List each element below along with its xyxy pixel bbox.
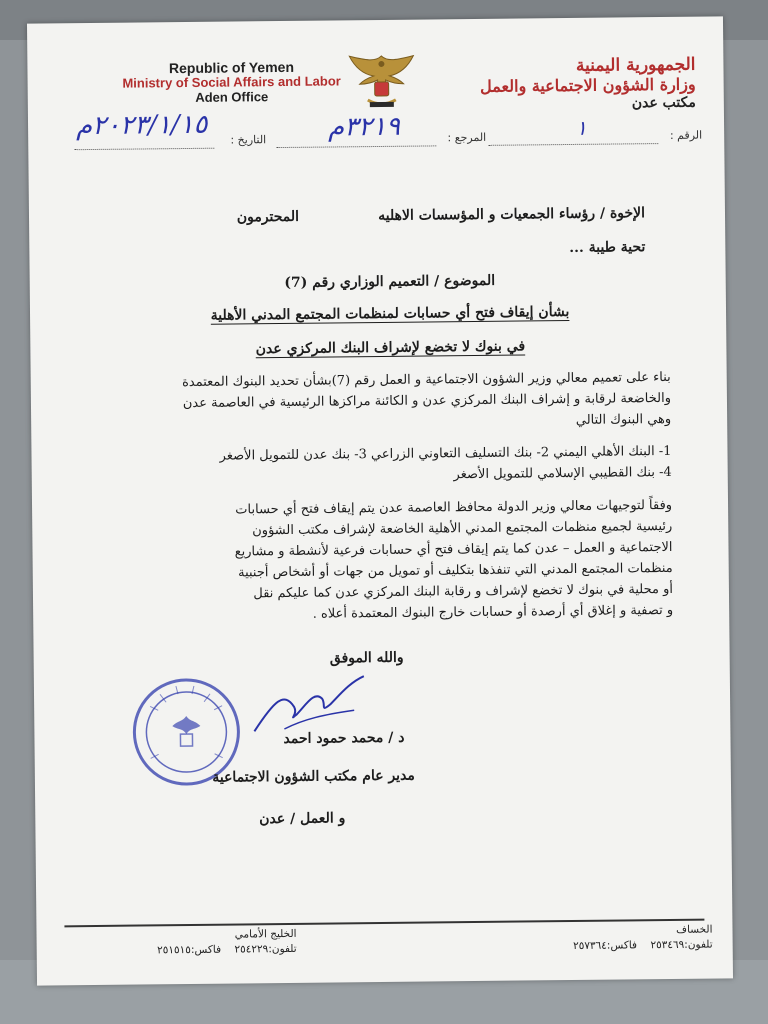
- date-value: ٢٠٢٣/١/١٥م: [75, 109, 208, 142]
- banks-list: [71, 441, 671, 489]
- eagle-emblem-icon: [345, 50, 418, 117]
- country-ar: الجمهورية اليمنية: [575, 54, 696, 76]
- footer-left-phone: تلفون:٢٥٤٢٢٩: [234, 943, 297, 956]
- number-label: الرقم :: [669, 128, 703, 142]
- office-ar: مكتب عدن: [631, 94, 696, 111]
- banks-line: 4- بنك القطيبي الإسلامي للتمويل الأصغر: [453, 464, 672, 483]
- paragraph-1-line: والخاضعة لرقابة و إشراف البنك المركزي عدن و الكائنة مراكزها الرئيسية في العاصمة عدن: [182, 390, 672, 412]
- paragraph-2-line: منظمات المجتمع المدني التي تنفذها بتكليف أو تمويل من جهات أو أشخاص أجنبية: [237, 561, 673, 581]
- paragraph-2-line: الاجتماعية و العمل – عدن كما يتم إيقاف فتح أي حسابات فرعية لأنشطة و مشاريع: [234, 540, 673, 560]
- ministry-ar: وزارة الشؤون الاجتماعية والعمل: [480, 75, 696, 97]
- footer-left-address: [76, 927, 296, 960]
- date-field-line: [74, 147, 214, 150]
- footer-right-place: الخساف: [676, 923, 713, 936]
- reference-field-line: [276, 144, 436, 148]
- paragraph-1: [71, 367, 672, 436]
- footer-left-place: الخليج الأمامي: [234, 927, 297, 941]
- paragraph-2-line: أو محلية في بنوك لا تخضع لإشراف و رقابة البنك المركزي عدن كما عليكم نقل: [253, 582, 674, 602]
- subject-line-3: في بنوك لا تخضع لإشراف البنك المركزي عدن: [255, 338, 526, 358]
- paragraph-1-line: وهي البنوك التالي: [575, 412, 672, 429]
- greeting: تحية طيبة ...: [569, 239, 646, 257]
- banks-line: 1- البنك الأهلي اليمني 2- بنك التسليف التعاوني الزراعي 3- بنك عدن للتمويل الأصغر: [219, 443, 672, 464]
- paragraph-2-line: رئيسية لجميع منظمات المجتمع المدني الأهلية الخاضعة لإشراف مكتب الشؤون: [252, 518, 673, 539]
- letter-page: [27, 16, 733, 985]
- ministry-en: Ministry of Social Affairs and Labor: [122, 73, 341, 91]
- footer-right-fax: فاكس:٢٥٧٣٦٤: [573, 939, 638, 953]
- subject-line-2: بشأن إيقاف فتح أي حسابات لمنظمات المجتمع المدني الأهلية: [210, 304, 570, 324]
- reference-value: ٣٢١٩م: [327, 111, 401, 143]
- recipient: الإخوة / رؤساء الجمعيات و المؤسسات الاهليه: [378, 205, 646, 225]
- footer-right-contact: [513, 938, 713, 955]
- subject-title: الموضوع / التعميم الوزاري رقم (7): [284, 272, 496, 291]
- footer-left-fax: فاكس:٢٥١٥١٥: [157, 943, 222, 957]
- footer-left-contact: [77, 942, 297, 960]
- arabic-header: [455, 55, 696, 114]
- signatory-title-2: و العمل / عدن: [259, 810, 346, 828]
- number-field-line: [488, 142, 658, 146]
- english-header: [111, 58, 351, 106]
- office-en: Aden Office: [195, 89, 269, 105]
- signatory-title: مدير عام مكتب الشؤون الاجتماعية: [212, 767, 415, 786]
- date-label: التاريخ :: [230, 133, 267, 147]
- paragraph-2: [72, 495, 673, 628]
- footer-right-phone: تلفون:٢٥٣٤٦٩: [650, 938, 713, 952]
- honorific: المحترمون: [236, 208, 300, 226]
- country-en: Republic of Yemen: [168, 58, 295, 77]
- reference-label: المرجع :: [447, 130, 487, 145]
- signatory-name: د / محمد حمود احمد: [283, 729, 405, 748]
- footer-right-address: [512, 923, 712, 956]
- paragraph-2-line: و تصفية و إغلاق أي أرصدة أو حسابات خارج البنوك المعتمدة أعلاه .: [312, 603, 674, 622]
- paragraph-1-line: بناء على تعميم معالي وزير الشؤون الاجتماعية و العمل رقم (7)بشأن تحديد البنوك المعتمدة: [181, 369, 671, 391]
- paragraph-2-line: وفقاً لتوجيهات معالي وزير الدولة محافظ العاصمة عدن يتم إيقاف فتح أي حسابات: [235, 497, 673, 518]
- number-value: ١: [575, 115, 587, 140]
- closing: والله الموفق: [329, 649, 404, 667]
